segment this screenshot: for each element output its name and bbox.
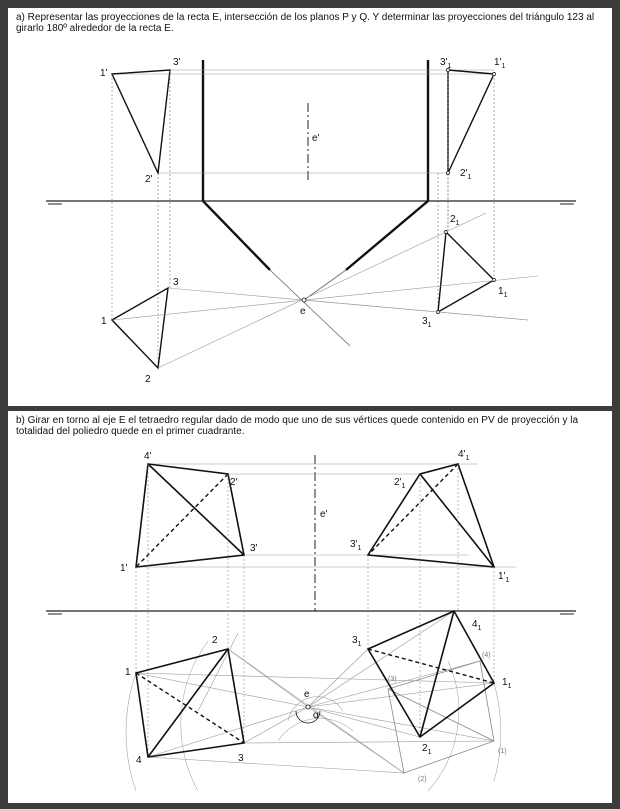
label-3-prime-1: $3'_1$ xyxy=(350,539,362,552)
plane-p-trace-extension xyxy=(270,270,350,346)
tetrahedron-plan xyxy=(136,649,244,757)
triangle-plan xyxy=(112,288,168,368)
triangle-rotated-elevation xyxy=(448,70,494,173)
exercise-b-statement: b) Girar en torno al eje E el tetraedro regular dado de modo que uno de sus vértices quede contenido en PV de proyección y la totalidad del poliedro quede en el primer cuadrante. xyxy=(16,415,579,437)
label-e: e xyxy=(300,306,306,317)
exercise-b-panel xyxy=(8,411,612,803)
label-3: 3 xyxy=(238,753,244,764)
label-e: e xyxy=(304,689,310,700)
label-4-prime-1: $4'_1$ xyxy=(458,449,470,462)
intermediate-positions xyxy=(388,661,494,773)
label-1-prime: 1' xyxy=(120,563,128,574)
label-1-prime-1: $1'_1$ xyxy=(498,571,510,584)
exercise-a-statement: a) Representar las proyecciones de la recta E, intersección de los planos P y Q. Y determinar las proyecciones del triángulo 123 al girarlo 180º alrededor de la recta E. xyxy=(16,12,595,34)
triangle-elevation xyxy=(112,70,170,173)
label-alpha: α xyxy=(313,710,319,721)
tetrahedron-rotated-elevation xyxy=(368,464,494,567)
label-2-1: $2_1$ xyxy=(422,743,432,756)
label-4-prime: 4' xyxy=(144,451,152,462)
exercise-a-panel xyxy=(8,8,612,406)
label-2: 2 xyxy=(145,374,151,385)
label-1: 1 xyxy=(125,667,131,678)
exercise-b-drawing xyxy=(8,411,612,803)
label-1-1: $1_1$ xyxy=(498,286,508,299)
label-4: 4 xyxy=(136,755,142,766)
label-3-prime: 3' xyxy=(250,543,258,554)
label-1-1: $1_1$ xyxy=(502,677,512,690)
label-position-2: (2) xyxy=(418,776,427,783)
label-2-prime: 2' xyxy=(145,174,153,185)
plane-p-horizontal-trace xyxy=(203,201,270,270)
label-3-1: $3_1$ xyxy=(422,316,432,329)
label-position-3: (3) xyxy=(388,676,397,683)
label-4-1: $4_1$ xyxy=(472,619,482,632)
label-e-prime: e' xyxy=(312,133,320,144)
label-1-prime-1: $1'_1$ xyxy=(494,57,506,70)
plane-q-trace-extension xyxy=(304,270,346,300)
label-2-prime: 2' xyxy=(230,477,238,488)
label-3: 3 xyxy=(173,277,179,288)
label-3-1: $3_1$ xyxy=(352,635,362,648)
exercise-a-drawing xyxy=(8,8,612,406)
triangle-rotated-plan xyxy=(438,232,494,312)
point-e-plan xyxy=(302,298,306,302)
label-e-prime: e' xyxy=(320,509,328,520)
label-position-1: (1) xyxy=(498,748,507,755)
label-2-prime-1: $2'_1$ xyxy=(460,168,472,181)
rotation-construction-lines xyxy=(112,213,538,368)
label-position-4: (4) xyxy=(482,652,491,659)
point-e-plan xyxy=(306,705,310,709)
projector-lines xyxy=(112,70,494,368)
label-3-prime-1: $3'_1$ xyxy=(440,57,452,70)
label-1-prime: 1' xyxy=(100,68,108,79)
label-1: 1 xyxy=(101,316,107,327)
label-3-prime: 3' xyxy=(173,57,181,68)
rotation-construction-lines xyxy=(136,611,494,773)
label-2-prime-1: $2'_1$ xyxy=(394,477,406,490)
label-2-1: $2_1$ xyxy=(450,214,460,227)
label-2: 2 xyxy=(212,635,218,646)
